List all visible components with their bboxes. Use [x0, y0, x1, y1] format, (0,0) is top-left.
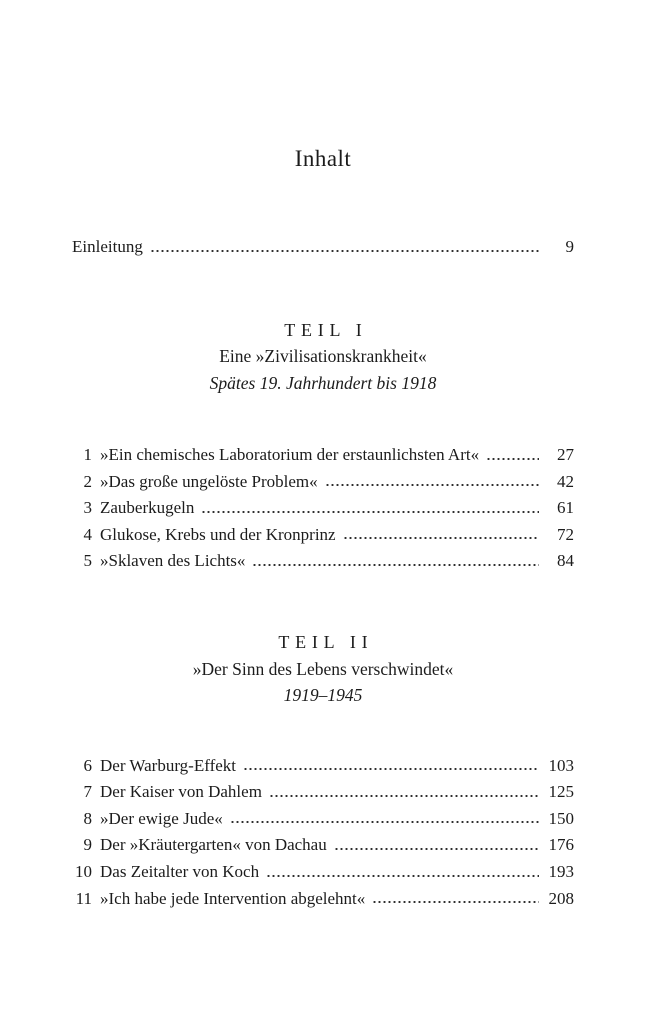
entry-page-number: 9: [565, 237, 574, 256]
entry-title: »Das große ungelöste Problem«: [100, 471, 318, 491]
toc-entry: [72, 548, 574, 575]
dot-leader: [269, 779, 539, 806]
dot-leader: [372, 886, 539, 913]
entry-number: 1: [83, 445, 92, 465]
section-2-entries: [72, 753, 574, 913]
toc-entry: [72, 859, 574, 886]
entry-number: 4: [83, 524, 92, 544]
toc-entry: [72, 522, 574, 549]
entry-title: »Der ewige Jude«: [100, 808, 223, 828]
section-subtitle: Eine »Zivilisationskrankheit«: [219, 346, 427, 367]
table-of-contents-page: [72, 0, 574, 912]
toc-entry: [72, 753, 574, 780]
entry-page-number: 61: [557, 498, 574, 518]
section-title: TEIL I: [284, 319, 368, 340]
toc-entry: [72, 886, 574, 913]
dot-leader: [325, 469, 539, 496]
dot-leader: [266, 859, 539, 886]
entry-page-number: 27: [557, 445, 574, 465]
entry-title: Zauberkugeln: [100, 498, 195, 518]
dot-leader: [486, 442, 539, 469]
dot-leader: [150, 234, 539, 261]
entry-page-number: 103: [548, 755, 574, 775]
toc-entry: [72, 779, 574, 806]
dot-leader: [230, 806, 539, 833]
entry-title: »Sklaven des Lichts«: [100, 551, 246, 571]
entry-page-number: 150: [548, 808, 574, 828]
entry-page-number: 208: [548, 888, 574, 908]
section-period: 1919–1945: [283, 685, 363, 706]
section-1-entries: [72, 442, 574, 575]
entry-page-number: 42: [557, 471, 574, 491]
toc-entry-einleitung: [72, 234, 574, 261]
entry-number: 6: [83, 755, 92, 775]
entry-number: 11: [75, 888, 92, 908]
entry-title: Der Kaiser von Dahlem: [100, 782, 262, 802]
dot-leader: [252, 548, 539, 575]
dot-leader: [343, 522, 539, 549]
toc-entry: [72, 806, 574, 833]
toc-entry: [72, 832, 574, 859]
entry-title: »Ich habe jede Intervention abgelehnt«: [100, 888, 366, 908]
entry-title: Glukose, Krebs und der Kronprinz: [100, 524, 336, 544]
section-heading-teil-1: [72, 317, 574, 397]
entry-number: 8: [83, 808, 92, 828]
entry-title: Der Warburg-Effekt: [100, 755, 236, 775]
section-title: TEIL II: [278, 632, 374, 653]
toc-entry: [72, 442, 574, 469]
section-period: Spätes 19. Jahrhundert bis 1918: [209, 372, 437, 393]
dot-leader: [243, 753, 539, 780]
entry-number: 2: [83, 471, 92, 491]
toc-entry: [72, 469, 574, 496]
entry-page-number: 176: [548, 835, 574, 855]
toc-entry: [72, 495, 574, 522]
section-subtitle: »Der Sinn des Lebens verschwindet«: [192, 658, 454, 679]
page-title: Inhalt: [294, 146, 352, 171]
entry-title: Einleitung: [72, 237, 143, 256]
entry-number: 10: [75, 861, 92, 881]
entry-page-number: 72: [557, 524, 574, 544]
section-heading-teil-2: [72, 629, 574, 709]
entry-page-number: 84: [557, 551, 574, 571]
entry-title: Der »Kräutergarten« von Dachau: [100, 835, 327, 855]
dot-leader: [334, 832, 539, 859]
entry-number: 7: [83, 782, 92, 802]
entry-title: »Ein chemisches Laboratorium der erstaunlichsten Art«: [100, 445, 480, 465]
entry-number: 3: [83, 498, 92, 518]
entry-page-number: 193: [548, 861, 574, 881]
entry-number: 5: [83, 551, 92, 571]
entry-number: 9: [83, 835, 92, 855]
entry-page-number: 125: [548, 782, 574, 802]
entry-title: Das Zeitalter von Koch: [100, 861, 260, 881]
dot-leader: [201, 495, 539, 522]
